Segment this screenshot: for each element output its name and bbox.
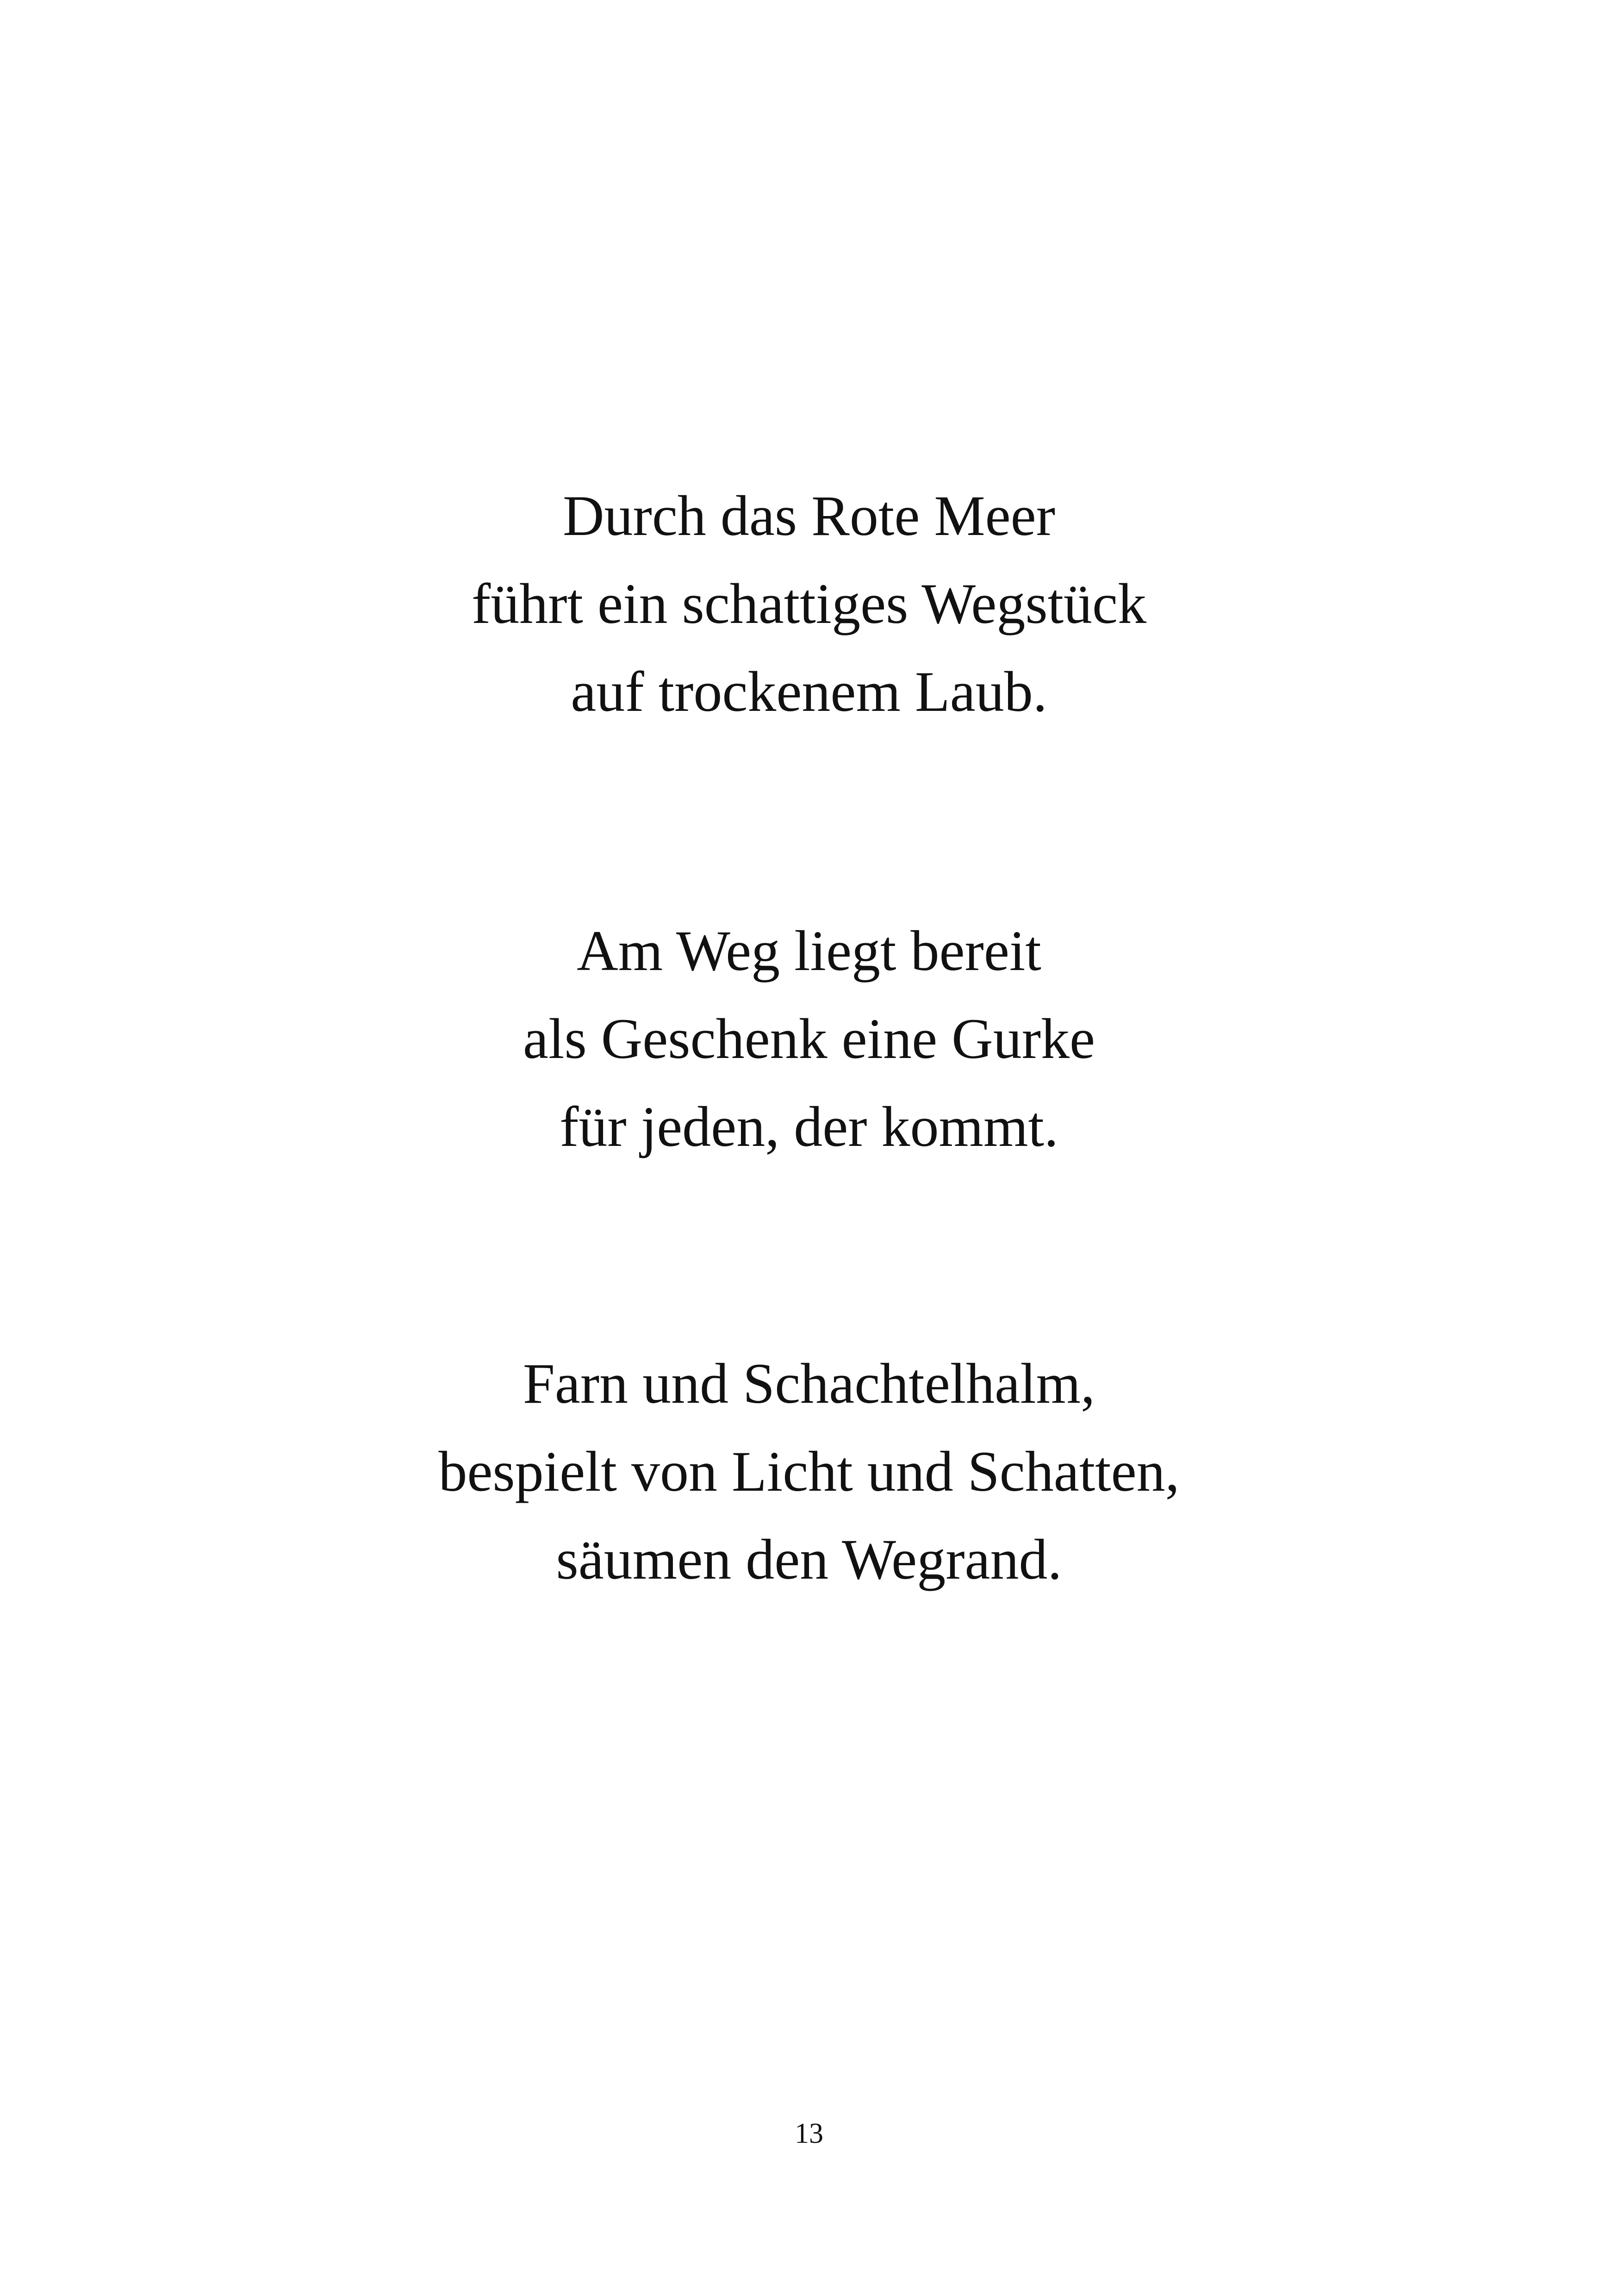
poem-line: Durch das Rote Meer bbox=[563, 484, 1055, 548]
poem-line: Am Weg liegt bereit bbox=[577, 919, 1041, 983]
stanza-3 bbox=[0, 1340, 1618, 1604]
poem-line: auf trockenem Laub. bbox=[571, 660, 1047, 723]
stanza-1 bbox=[0, 472, 1618, 736]
page-number: 13 bbox=[795, 2118, 823, 2149]
poem-line: führt ein schattiges Wegstück bbox=[471, 572, 1147, 635]
poem-line: säumen den Wegrand. bbox=[556, 1528, 1062, 1591]
stanza-2 bbox=[0, 907, 1618, 1171]
poem-line: für jeden, der kommt. bbox=[560, 1095, 1058, 1158]
poem-line: Farn und Schachtelhalm, bbox=[523, 1352, 1095, 1415]
poem-line: als Geschenk eine Gurke bbox=[523, 1007, 1095, 1070]
poem-line: bespielt von Licht und Schatten, bbox=[438, 1440, 1180, 1503]
